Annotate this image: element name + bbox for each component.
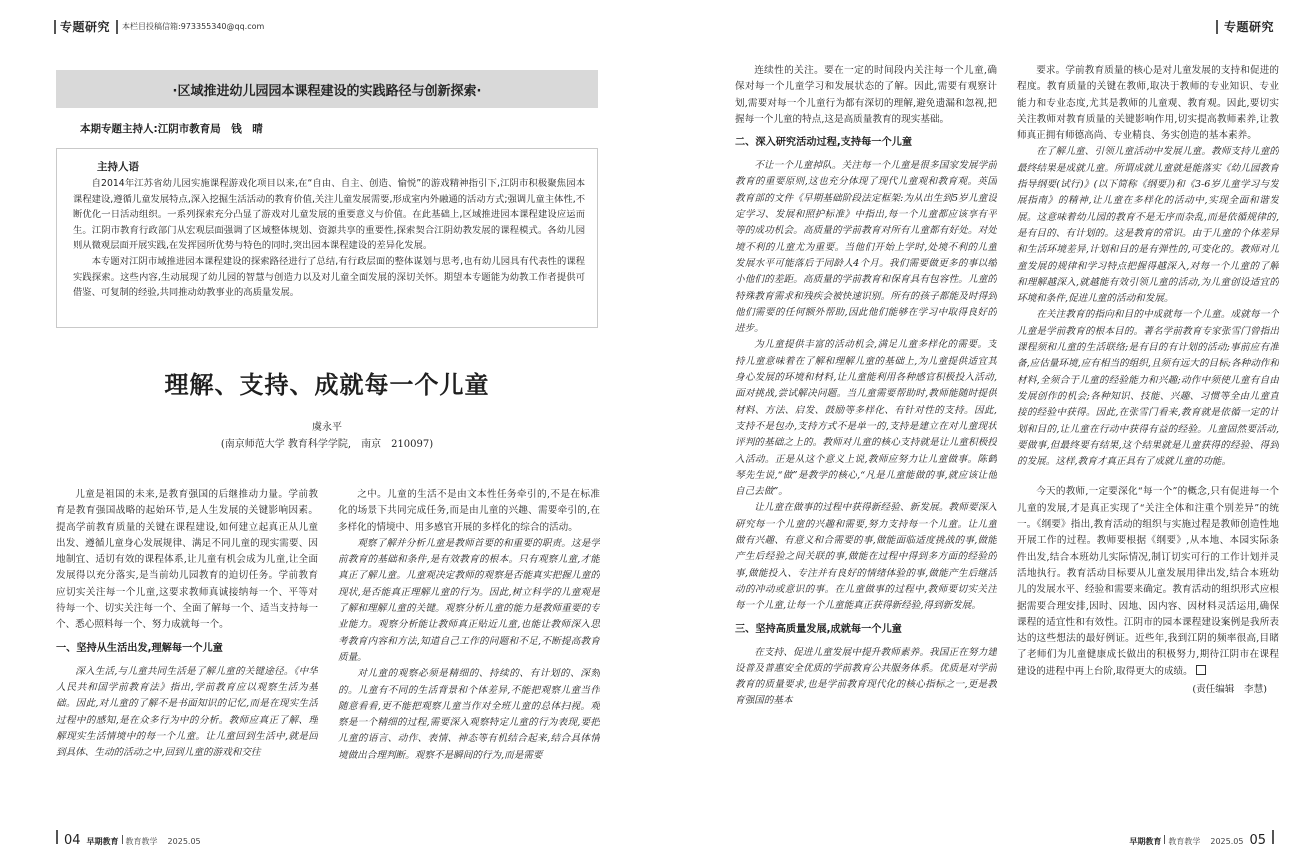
paragraph-spacer [1017,470,1279,484]
footer-date: 2025.05 [1210,837,1244,846]
topic-banner-text: ·区域推进幼儿园园本课程建设的实践路径与创新探索· [172,83,482,99]
right-page-column-1 [735,63,997,833]
right-page [657,0,1314,856]
footer-date: 2025.05 [167,837,201,846]
header-bar [54,20,56,34]
header-bar [1216,20,1218,34]
left-page-footer [56,830,201,848]
closing-paragraph-text: 今天的教师,一定要深化“每一个”的概念,只有促进每一个儿童的发展,才是真正实现了“关注全体和注重个别差异”的统一。《纲要》指出,教育活动的组织与实施过程是教师创造性地开展工作的过程。教师要根据《纲要》,从本地、本园实际条件出发,结合本班幼儿实际情况,制订切实可行的工作计划并灵活地执行。教育活动目标要从儿童发展用律出发,结合本班幼儿的发展水平、经验和需要来确定。教育活动的组织形式应根据需要合理安排,因时、因地、因内容、因材料灵活运用,确保课程的适宜性和有效性。江阴市的园本课程建设案例是我所表达的这些想法的最好例证。近些年,我到江阴的频率很高,目睹了老师们为儿童健康成长做出的积极努力,期待江阴市在课程建设的进程中再上台阶,取得更大的成绩。 [1017,486,1279,677]
right-page-header [1216,18,1274,35]
host-introduction-box [56,148,598,328]
body-paragraph: 在支持、促进儿童发展中提升教师素养。我国正在努力建设普及普惠安全优质的学前教育公共服务体系。优质是对学前教育的质量要求,也是学前教育现代化的核心指标之一,更是教育强国的基本 [735,646,997,707]
header-section-title: 专题研究 [1223,20,1274,34]
footer-bar [1164,835,1165,844]
body-paragraph: 要求。学前教育质量的核心是对儿童发展的支持和促进的程度。教育质量的关键在教师,取决于教师的专业知识、专业能力和专业态度,尤其是教师的儿童观、教育观。因此,要切实关注教师对教育质量的关键影响作用,切实提高教师素养,让教师真正拥有师德高尚、专业精良、务实创造的基本素养。 [1017,65,1279,142]
article-title: 理解、支持、成就每一个儿童 [164,371,490,399]
footer-bar [1272,830,1274,844]
right-page-footer [1129,830,1274,848]
body-paragraph: 在关注教育的指向和目的中成就每一个儿童。成就每一个儿童是学前教育的根本目的。著名学前教育专家张雪门曾指出课程须和儿童的生活联络;是有目的有计划的活动;事前应有准备,应估量环境,应有相当的组织,且须有远大的目标;各种动作和材料,全须合于儿童的经验能力和兴趣;动作中须使儿童有自由发展创作的机会;各种知识、技能、兴趣、习惯等全由儿童直接的经验中获得。因此,在张雪门看来,教育就是依循一定的计划和目的,让儿童在行动中获得有益的经验。儿童固然要活动,要做事,但最终要有结果,这个结果就是儿童获得的经验、得到的发展。这样,教育才真正具有了成就儿童的功能。 [1017,309,1279,468]
intro-paragraph: 本专题对江阴市域推进园本课程建设的探索路径进行了总结,有行政层面的整体谋划与思考,也有幼儿园具有代表性的课程实践探索。这些内容,生动展现了幼儿园的智慧与创造力以及对儿童全面发展的深切关怀。期望本专题能为幼教工作者提供可借鉴、可复制的经验,共同推动幼教事业的高质量发展。 [73,255,585,299]
section-heading-3: 三、坚持高质量发展,成就每一个儿童 [735,623,902,635]
page-number: 05 [1249,833,1266,848]
footer-magazine-name: 早期教育 [1129,837,1162,846]
right-page-column-2 [1017,63,1279,833]
footer-subtitle: 教育教学 [125,837,158,846]
intro-paragraph: 自2014年江苏省幼儿园实施课程游戏化项目以来,在“自由、自主、创造、愉悦”的游戏精神指引下,江阴市积极聚焦园本课程建设,遵循儿童发展特点,深入挖掘生活活动的教育价值,关注儿童发展需要,形成室内外融通的活动方式;强调儿童主体性,不断优化一日活动组织。一系列探索充分凸显了游戏对儿童发展的重要意义与价值。在此基础上,区域推进园本课程建设应运而生。江阴市教育行政部门从宏观层面强调了区域整体规划、资源共享的重要性,探索契合江阴幼教发展的课程模式。各幼儿园则从微观层面开展实践,在发挥园所优势与特色的同时,突出园本课程建设的差异化发展。 [73,178,585,252]
footer-subtitle: 教育教学 [1168,837,1201,846]
body-paragraph: 观察了解并分析儿童是教师首要的和重要的职责。这是学前教育的基础和条件,是有效教育的根本。只有观察儿童,才能真正了解儿童。儿童观决定教师的观察是否能真实把握儿童的现状,是否能真正理解儿童的行为。因此,树立科学的儿童观是了解和理解儿童的关键。观察分析儿童的能力是教师重要的专业能力。观察分析能让教师真正贴近儿童,也能让教师深入思考教育内容和方法,知道自己工作的问题和不足,不断提高教育质量。 [338,537,600,663]
intro-title: 主持人语 [97,161,139,173]
body-paragraph: 连续性的关注。要在一定的时间段内关注每一个儿童,确保对每一个儿童学习和发展状态的了解。因此,需要有观察计划,需要对每一个儿童行为都有深切的理解,避免遗漏和忽视,把握每一个儿童的特点,这是高质量教育的现实基础。 [735,65,997,125]
footer-bar [56,830,58,844]
responsible-editor: (责任编辑 李慧) [1192,683,1267,695]
body-paragraph: 对儿童的观察必须是精细的、持续的、有计划的、深刻的。儿童有不同的生活背景和个体差异,不能把观察儿童当作随意看看,更不能把观察儿童当作对全班儿童的总体扫视。观察是一个精细的过程,需要深入观察特定儿童的行为表现,要把儿童的语言、动作、表情、神态等有机结合起来,结合具体情境做出合理判断。观察不是瞬间的行为,而是需要 [338,668,600,761]
footer-bar [122,835,123,844]
left-page-column-1 [56,487,318,832]
body-paragraph: 深入生活,与儿童共同生活是了解儿童的关键途径。《中华人民共和国学前教育法》指出,学前教育应以观察生活为基础。因此,对儿童的了解不是书面知识的记忆,而是在现实生活过程中的感知,是在众多行为中的分析。教师应真正了解、理解现实生活情境中的每一个儿童。让儿童回到生活中,就是回到具体、生动的活动之中,回到儿童的游戏和交往 [56,665,318,759]
topic-banner [56,70,598,108]
left-page-header [54,18,264,35]
end-mark-icon [1196,665,1206,675]
header-section-title: 专题研究 [60,20,111,34]
body-paragraph: 在了解儿童、引领儿童活动中发展儿童。教师支持儿童的最终结果是成就儿童。所谓成就儿童就是能落实《幼儿园教育指导纲要(试行)》(以下简称《纲要》)和《3-6岁儿童学习与发展指南》的精神,让儿童在多样化的活动中,实现全面和谐发展。这意味着幼儿园的教育不是无序而杂乱,而是依循规律的,是有目的、有计划的。这是教育的常识。由于儿童的个体差异和生活环境差异,计划和目的是有弹性的,可变化的。教师对儿童发展的规律和学习特点把握得越深入,对每一个儿童的了解和理解越深入,就越能有效引领儿童的活动,为儿童创设适宜的环境和条件,促进儿童的活动和发展。 [1017,146,1279,305]
body-paragraph: 为儿童提供丰富的活动机会,满足儿童多样化的需要。支持儿童意味着在了解和理解儿童的基础上,为儿童提供适宜其身心发展的环境和材料,让儿童能利用各种感官积极投入活动,面对挑战,尝试解决问题。当儿童需要帮助时,教师能随时提供材料、方法、启发、鼓励等多样化、有针对性的支持。因此,支持不是包办,支持方式不是单一的,支持是建立在对儿童现状评判的基础之上的。教师对儿童的核心支持就是让儿童积极投入活动。正是从这个意义上说,教师应努力让儿童做事。陈鹤琴先生说,“做”是教学的核心,“凡是儿童能做的事,就应该让他自己去做”。 [735,339,997,498]
body-paragraph [1017,484,1279,680]
header-bar [116,20,118,34]
body-paragraph: 儿童是祖国的未来,是教育强国的后继推动力量。学前教育是教育强国战略的起始环节,是人生发展的关键影响因素。提高学前教育质量的关键在课程建设,如何建立起真正从儿童出发、遵循儿童身心发展规律、满足不同儿童的现实需要、因地制宜、适切有效的课程体系,让儿童有机会成为儿童,让全面发展得以充分落实,是当前幼儿园教育的迫切任务。学前教育应切实关注每一个儿童,这要求教师真诚接纳每一个、平等对待每一个、切实关注每一个、全面了解每一个、适当支持每一个、悉心照料每一个、努力成就每一个。 [56,489,318,631]
page-number: 04 [64,833,81,848]
host-line: 本期专题主持人:江阴市教育局 钱 晴 [80,123,263,135]
body-paragraph: 让儿童在做事的过程中获得新经验、新发展。教师要深入研究每一个儿童的兴趣和需要,努力支持每一个儿童。让儿童做有兴趣、有意义和合需要的事,做能面临适度挑战的事,做能产生后经验之间关联的事,做能在过程中得到多方面的经验的事,做能投入、专注并有良好的情绪体验的事,做能产生后继活动的冲动或意识的事。在儿童做事的过程中,教师要切实关注每一个儿童,让每一个儿童能真正获得新经验,得到新发展。 [735,502,997,612]
left-page-column-2 [338,487,600,832]
article-affiliation: (南京师范大学 教育科学学院, 南京 210097) [220,439,434,450]
header-submission-email: 本栏目投稿信箱:973355340@qq.com [122,22,265,31]
body-paragraph: 不让一个儿童掉队。关注每一个儿童是很多国家发展学前教育的重要原则,这也充分体现了现代儿童观和教育观。英国教育部的文件《早期基础阶段法定框架:为从出生到5岁儿童设定学习、发展和照护标准》中指出,每一个儿童都应该享有平等的成功机会。高质量的学前教育对所有儿童都有好处。对处境不利的儿童尤为重要。当他们开始上学时,处境不利的儿童发展水平可能落后于同龄人4个月。我们需要做更多的事以缩小他们的差距。高质量的学前教育和保育具有包容性。儿童的特殊教育需求和残疾会被快速识别。所有的孩子都能及时得到他们需要的任何额外帮助,因此他们能够在学习中取得良好的进步。 [735,160,997,335]
section-heading-2: 二、深入研究活动过程,支持每一个儿童 [735,137,913,149]
body-paragraph: 之中。儿童的生活不是由文本性任务牵引的,不是在标准化的场景下共同完成任务,而是由儿童的兴趣、需要牵引的,在多样化的情境中、用多感官开展的多样化的综合的活动。 [338,489,600,533]
section-heading-1: 一、坚持从生活出发,理解每一个儿童 [56,642,223,654]
article-author: 虞永平 [312,422,342,433]
footer-magazine-name: 早期教育 [86,837,119,846]
